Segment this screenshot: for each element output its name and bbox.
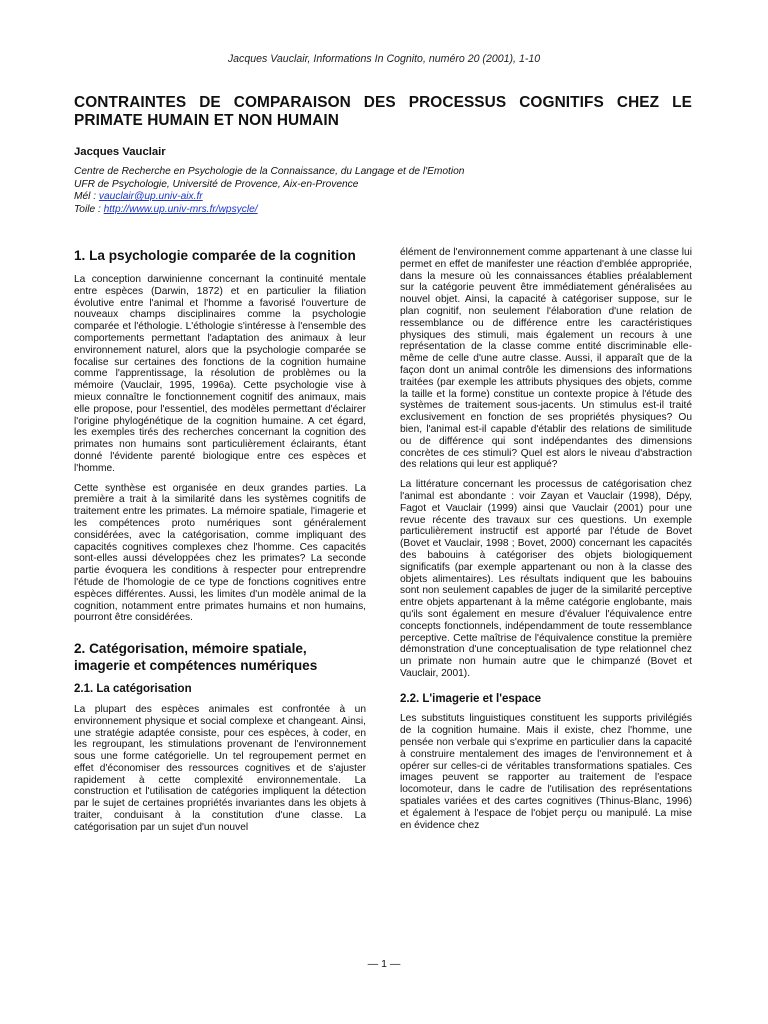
author-name: Jacques Vauclair xyxy=(74,146,166,158)
subsection-2-2-heading: 2.2. L'imagerie et l'espace xyxy=(400,692,541,705)
section-1-heading: 1. La psychologie comparée de la cognition xyxy=(74,248,356,263)
affiliation-block xyxy=(74,166,694,216)
affiliation-line-1: Centre de Recherche en Psychologie de la Connaissance, du Langage et de l'Emotion xyxy=(74,166,465,177)
web-link[interactable]: http://www.up.univ-mrs.fr/wpsycle/ xyxy=(103,203,258,215)
section-1-paragraph-2: Cette synthèse est organisée en deux grandes parties. La première a trait à la similarité dans les systèmes cognitifs de traitement entre les primates. La mémoire spatiale, l'imagerie et les compétences proto numériques sont généralement considérées, avec la catégorisation, comme impliquant des capacités cognitives complexes chez l'homme. Ces capacités sont-elles aussi développées chez les primates? La seconde partie évoquera les conditions à respecter pour entreprendre l'étude de l'homologie de ce type de fonctions cognitives entre espèces différentes. Aussi, les limites d'un modèle animal de la cognition, notamment entre primates humains et non humains, pourront être considérées. xyxy=(74,482,366,624)
subsection-2-2-paragraph: Les substituts linguistiques constituent les supports privilégiés de la cognition humaine. Mais il existe, chez l'homme, une pensée non verbale qui s'exprime en particulier dans la capacité à construire mentalement des images de l'environnement et à opérer sur celles-ci de véritables transformations spatiales. Ces images peuvent se rapporter au traitement de l'espace locomoteur, dans le cadre de l'utilisation des représentations spatiales variées et des cartes cognitives (Thinus-Blanc, 1996) et également à l'espace de l'objet perçu ou manipulé. La mise en évidence chez xyxy=(400,713,692,831)
paper-title: CONTRAINTES DE COMPARAISON DES PROCESSUS COGNITIFS CHEZ LE PRIMATE HUMAIN ET NON HUMAIN xyxy=(74,94,692,129)
section-1-paragraph-1: La conception darwinienne concernant la continuité mentale entre espèces (Darwin, 1872) et en particulier la filiation évolutive entre l'animal et l'homme a favorisé l'ouverture de nouveaux champs disciplinaires comme la psychologie comparée et l'éthologie. L'éthologie s'intéresse à l'ensemble des comportements permettant l'adaptation des animaux à leur environnement naturel, alors que la psychologie comparée se focalise sur certaines des fonctions de la cognition humaine comme l'apprentissage, la résolution de problèmes ou la mémoire (Vauclair, 1995, 1996a). Cette psychologie vise à mieux connaître le fonctionnement cognitif des animaux, mais elle propose, pour l'essentiel, des modèles permettant d'éclairer l'origine phylogénétique de la cognition humaine. A cet égard, les exemples tirés des recherches concernant la cognition des primates non humains sont particulièrement éclairants, étant donné l'évidente parenté biologique entre ces espèces et l'homme. xyxy=(74,274,366,474)
section-2-heading: 2. Catégorisation, mémoire spatiale, imagerie et compétences numériques xyxy=(74,641,318,674)
page-number: — 1 — xyxy=(367,958,401,970)
affiliation-line-2: UFR de Psychologie, Université de Provence, Aix-en-Provence xyxy=(74,178,359,190)
web-line xyxy=(74,204,694,217)
running-header: Jacques Vauclair, Informations In Cognito, numéro 20 (2001), 1-10 xyxy=(227,53,541,65)
mail-link[interactable]: vauclair@up.univ-aix.fr xyxy=(98,191,203,203)
right-paragraph-1: élément de l'environnement comme appartenant à une classe lui permet en effet de manifester une réaction d'emblée appropriée, dans la mesure où les connaissances établies préalablement sur la catégorie peuvent être immédiatement généralisées au nouvel objet. Ainsi, la capacité à catégoriser suppose, sur le plan cognitif, non seulement l'élaboration d'une relation de ressemblance ou de différence entre les caractéristiques physiques des stimuli, mais également un recours à une représentation de la classe comme entité discriminable elle-même de celle d'une autre classe. Aussi, il apparaît que de la façon dont un animal contrôle les dimensions des informations traitées (par exemple les attributs physiques des objets, comme la taille et la forme) constitue un contexte propice à l'étude des systèmes de traitement sous-jacents. Un stimulus est-il traité exclusivement en fonction de ses propriétés physiques? Ou bien, l'animal est-il capable d'établir des relations de similitude ou de différence qui sont indépendantes des dimensions concrètes de ces stimuli? Quel est alors le niveau d'abstraction des relations qui leur est appliqué? xyxy=(400,247,692,471)
mail-line xyxy=(74,191,694,204)
right-paragraph-2: La littérature concernant les processus de catégorisation chez l'animal est abondante : voir Zayan et Vauclair (1998), Dépy, Fagot et Vauclair (1999) ainsi que Vauclair (2001) pour une revue récente des travaux sur ces questions. Un exemple particulièrement instructif est apporté par l'étude de Bovet (Bovet et Vauclair, 1998 ; Bovet, 2000) concernant les capacités des babouins à catégoriser des objets biologiquement significatifs (par exemple appartenant ou non à la classe des objets alimentaires). Les résultats indiquent que les babouins sont non seulement capables de juger de la similarité perceptive entre objets appartenant à la même catégorie englobante, mais qu'ils sont également en mesure d'évaluer l'équivalence entre concepts fonctionnels, indépendamment de toute ressemblance perceptive. Cette maîtrise de l'équivalence constitue la première démonstration d'une conceptualisation de type relationnel chez un primate non humain autre que le chimpanzé (Bovet et Vauclair, 2001). xyxy=(400,479,692,679)
left-column xyxy=(74,247,366,842)
web-label: Toile : xyxy=(74,203,104,215)
subsection-2-1-paragraph: La plupart des espèces animales est confrontée à un environnement physique et social complexe et changeant. Ainsi, une stratégie adaptée consiste, pour ces espèces, à coder, en les regroupant, les stimulations provenant de l'environnement sous une forme catégorielle. Un tel regroupement permet en effet d'économiser des ressources cognitives et de s'ajuster rapidement à cette complexité environnementale. La construction et l'utilisation de catégories impliquent la détection par le sujet de certaines propriétés invariantes dans les objets à traiter, conduisant à la constitution d'une classe. La catégorisation par un sujet d'un nouvel xyxy=(74,703,366,833)
subsection-2-1-heading: 2.1. La catégorisation xyxy=(74,683,192,696)
right-column xyxy=(400,247,692,839)
mail-label: Mél : xyxy=(74,191,99,203)
